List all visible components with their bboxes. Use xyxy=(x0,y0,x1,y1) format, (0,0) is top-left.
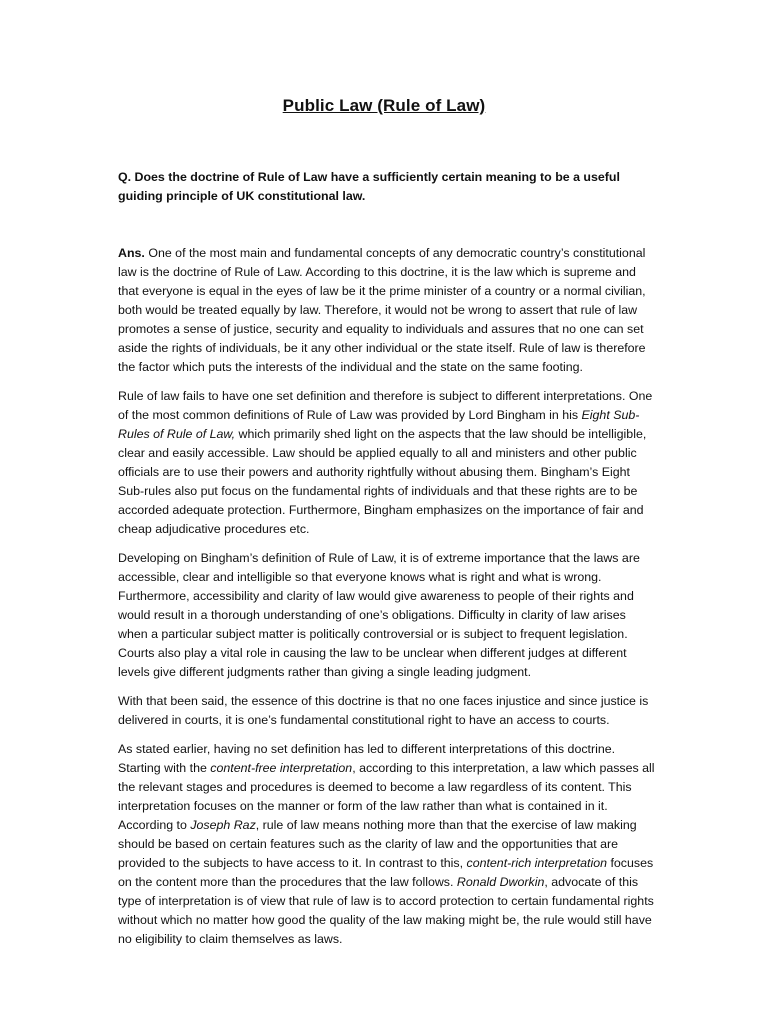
paragraph-3: Developing on Bingham’s definition of Rule of Law, it is of extreme importance that the laws are accessible, clear and intelligible so that everyone knows what is right and what is wrong. Furthermore, accessibility and clarity of law would give awareness to people of their rights and would result in a thorough understanding of one’s obligations. Difficulty in clarity of law arises when a particular subject matter is politically controversial or is subject to frequent legislation. Courts also play a vital role in causing the law to be unclear when different judges at different levels give different judgments rather than giving a single leading judgment. xyxy=(118,551,640,679)
answer-body xyxy=(118,244,656,959)
paragraph-2 xyxy=(118,387,656,539)
content-rich-term: content-rich interpretation xyxy=(466,856,608,870)
ronald-dworkin-name: Ronald Dworkin xyxy=(456,875,545,889)
paragraph-5-text-d: focuses on the content more than the procedures that the law follows. xyxy=(118,856,654,889)
question-text: Q. Does the doctrine of Rule of Law have a sufficiently certain meaning to be a useful guiding principle of UK constitutional law. xyxy=(118,170,620,203)
page-title: Public Law (Rule of Law) xyxy=(282,96,486,115)
bingham-sub-rules-ref: Eight Sub-Rules of Rule of Law, xyxy=(118,408,640,441)
paragraph-1-text: One of the most main and fundamental concepts of any democratic country’s constitutional law is the doctrine of Rule of Law. According to this doctrine, it is the law which is supreme and that everyone is equal in the eyes of law be it the prime minister of a country or a normal civilian, both would be treated equally by law. Therefore, it would not be wrong to assert that rule of law promotes a sense of justice, security and equality to individuals and assures that no one can set aside the rights of individuals, be it any other individual or the state itself. Rule of law is therefore the factor which puts the interests of the individual and the state on the same footing. xyxy=(118,246,646,374)
paragraph-2-text-a: Rule of law fails to have one set definition and therefore is subject to different interpretations. One of the most common definitions of Rule of Law was provided by Lord Bingham in his xyxy=(118,389,653,422)
paragraph-5-text-a: As stated earlier, having no set definition has led to different interpretations of this doctrine. Starting with the xyxy=(118,742,616,775)
paragraph-2-text-b: which primarily shed light on the aspects that the law should be intelligible, clear and easily accessible. Law should be applied equally to all and ministers and other public officials are to use their powers and authority rightfully without abusing them. Bingham’s Eight Sub-rules also put focus on the fundamental rights of individuals and that these rights are to be accorded adequate protection. Furthermore, Bingham emphasizes on the importance of fair and cheap adjudicative procedures etc. xyxy=(118,427,647,536)
paragraph-5-text-b: , according to this interpretation, a law which passes all the relevant stages and procedures is deemed to become a law regardless of its content. This interpretation focuses on the manner or form of the law rather than what is contained in it. According to xyxy=(118,761,655,832)
joseph-raz-name: Joseph Raz xyxy=(190,818,256,832)
paragraph-5-text-c: , rule of law means nothing more than that the exercise of law making should be based on certain features such as the clarity of law and the opportunities that are provided to the subjects to have access to it. In contrast to this, xyxy=(118,818,637,870)
content-free-term: content-free interpretation xyxy=(210,761,353,775)
paragraph-1 xyxy=(118,244,656,377)
answer-lead: Ans. xyxy=(118,246,145,260)
paragraph-5 xyxy=(118,740,656,949)
paragraph-5-text-e: , advocate of this type of interpretation is of view that rule of law is to accord protection to certain fundamental rights without which no matter how good the quality of the law making might be, the rule would still have no eligibility to claim themselves as laws. xyxy=(118,875,654,946)
paragraph-4: With that been said, the essence of this doctrine is that no one faces injustice and since justice is delivered in courts, it is one’s fundamental constitutional right to have an access to courts. xyxy=(118,694,649,727)
